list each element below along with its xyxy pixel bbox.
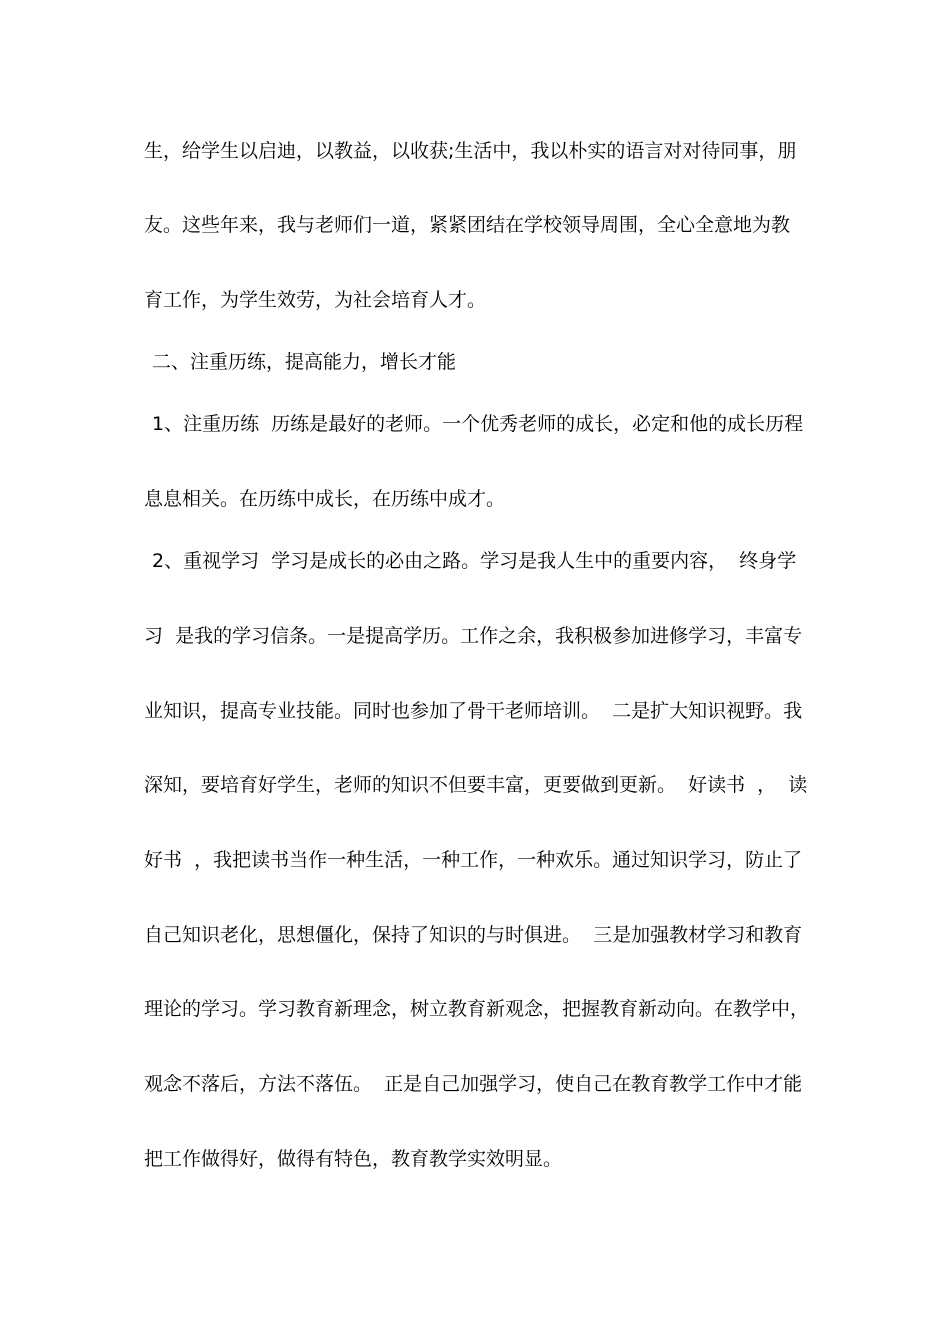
text-line: 好书 ，我把读书当作一种生活，一种工作，一种欢乐。通过知识学习，防止了 (144, 849, 803, 871)
text-line: 理论的学习。学习教育新理念，树立教育新观念，把握教育新动向。在教学中， (144, 998, 810, 1020)
text-line: 育工作，为学生效劳，为社会培育人才。 (144, 289, 487, 311)
text-line: 自己知识老化，思想僵化，保持了知识的与时俱进。 三是加强教材学习和教育 (144, 924, 803, 946)
section-heading: 二、注重历练，提高能力，增长才能 (152, 351, 457, 373)
text-line: 息息相关。在历练中成长，在历练中成才。 (144, 488, 506, 510)
text-line: 1、注重历练 历练是最好的老师。一个优秀老师的成长，必定和他的成长历程 (152, 413, 804, 435)
text-line: 把工作做得好，做得有特色，教育教学实效明显。 (144, 1148, 563, 1170)
text-line: 生，给学生以启迪，以教益，以收获;生活中，我以朴实的语言对对待同事，朋 (144, 140, 797, 162)
text-line: 业知识，提高专业技能。同时也参加了骨干老师培训。 二是扩大知识视野。我 (144, 700, 803, 722)
text-line: 习 是我的学习信条。一是提高学历。工作之余，我积极参加进修学习，丰富专 (144, 625, 803, 647)
text-line: 深知，要培育好学生，老师的知识不但要丰富，更要做到更新。 好读书 ， 读 (144, 774, 808, 796)
text-line: 2、重视学习 学习是成长的必由之路。学习是我人生中的重要内容， 终身学 (152, 550, 797, 572)
text-line: 观念不落后，方法不落伍。 正是自己加强学习，使自己在教育教学工作中才能 (144, 1073, 803, 1095)
text-line: 友。这些年来，我与老师们一道，紧紧团结在学校领导周围，全心全意地为教 (144, 214, 791, 236)
